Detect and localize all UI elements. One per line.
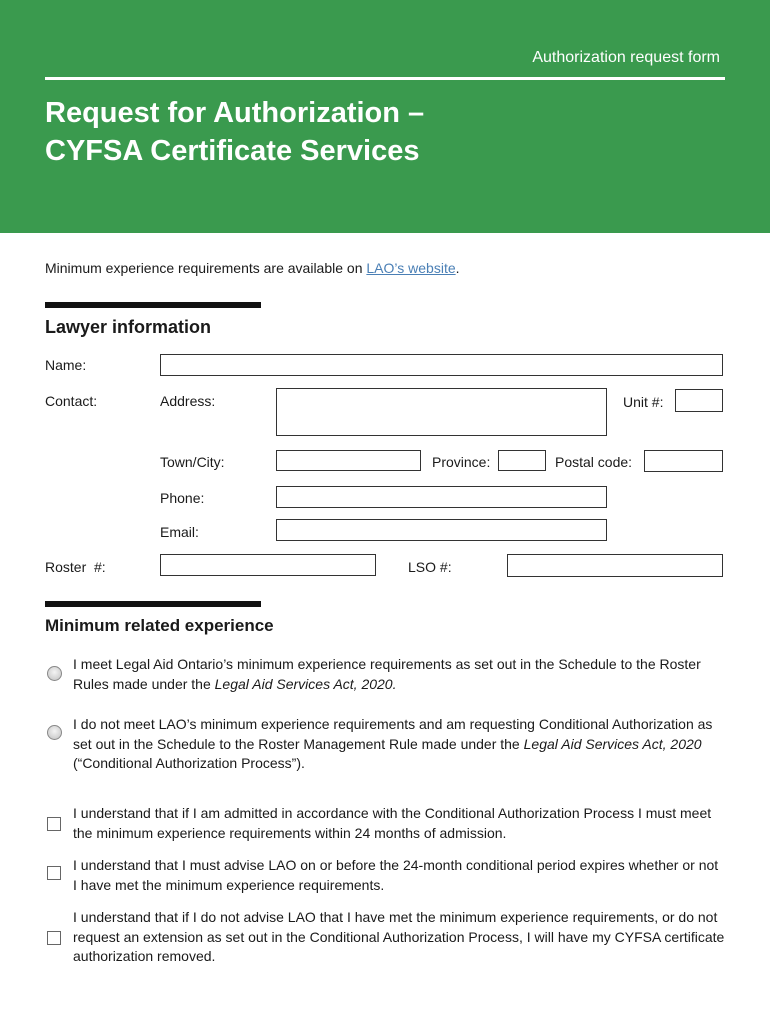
acknowledgement-text: I understand that I must advise LAO on or before the 24-month conditional period expires whether or not I have met the minimum experience requirements. [73, 857, 719, 893]
option-text-main: I do not meet LAO’s minimum experience requirements and am requesting Conditional Authorization as set out in the Schedule to the Roster Management Rule made under the [73, 716, 713, 752]
section-divider-lawyer [45, 302, 261, 308]
town-label: Town/City: [160, 454, 225, 470]
acknowledgement-item-1[interactable] [45, 804, 725, 844]
acknowledgement-item-3[interactable] [45, 908, 725, 968]
contact-label: Contact: [45, 393, 98, 409]
checkbox-acknowledgement-1[interactable] [47, 817, 61, 831]
radio-conditional-authorization[interactable] [47, 725, 62, 740]
address-label: Address: [160, 393, 216, 409]
email-input[interactable] [276, 519, 607, 541]
option-text-main: I meet Legal Aid Ontario’s minimum experience requirements as set out in the Schedule to the Roster Rules made under the [73, 656, 701, 692]
name-label: Name: [45, 357, 87, 373]
form-type-label: Authorization request form [532, 49, 720, 66]
page-title [45, 94, 424, 170]
section-title-lawyer: Lawyer information [45, 317, 212, 337]
header-divider [45, 77, 725, 80]
header-banner [0, 0, 770, 233]
lso-input[interactable] [507, 554, 723, 577]
unit-input[interactable] [675, 389, 723, 412]
experience-option-conditional[interactable] [45, 715, 725, 775]
page-title-line-1: Request for Authorization – [45, 97, 425, 129]
option-text [73, 655, 725, 694]
phone-input[interactable] [276, 486, 607, 508]
address-input[interactable] [276, 388, 607, 436]
option-text-italic: Legal Aid Services Act, 2020 [523, 735, 702, 752]
lso-label: LSO #: [408, 559, 452, 575]
intro-text [45, 260, 460, 276]
acknowledgement-text: I understand that if I do not advise LAO that I have met the minimum experience requirements, or do not request an extension as set out in the Conditional Authorization Process, I will have my CYFSA certificate authorization removed. [73, 909, 725, 964]
acknowledgement-item-2[interactable] [45, 856, 725, 896]
acknowledgement-text: I understand that if I am admitted in accordance with the Conditional Authorization Process I must meet the minimum experience requirements within 24 months of admission. [73, 805, 712, 841]
unit-label: Unit #: [623, 394, 664, 410]
roster-input[interactable] [160, 554, 376, 576]
checkbox-acknowledgement-3[interactable] [47, 931, 61, 945]
lao-website-link[interactable]: LAO’s website [366, 260, 456, 276]
phone-label: Phone: [160, 490, 205, 506]
option-text-after: (“Conditional Authorization Process”). [73, 755, 305, 771]
option-text [73, 715, 725, 774]
section-title-experience: Minimum related experience [45, 616, 274, 635]
town-input[interactable] [276, 450, 421, 471]
name-input[interactable] [160, 354, 723, 376]
intro-text-after: . [455, 260, 460, 276]
province-input[interactable] [498, 450, 546, 471]
section-divider-experience [45, 601, 261, 607]
postal-code-input[interactable] [644, 450, 723, 472]
email-label: Email: [160, 524, 199, 540]
experience-option-meets[interactable] [45, 655, 725, 695]
page-title-line-2: CYFSA Certificate Services [45, 135, 420, 167]
roster-label: Roster #: [45, 559, 106, 575]
province-label: Province: [432, 454, 491, 470]
postal-code-label: Postal code: [555, 454, 633, 470]
checkbox-acknowledgement-2[interactable] [47, 866, 61, 880]
option-text-italic: Legal Aid Services Act, 2020. [214, 675, 397, 692]
radio-meets-requirements[interactable] [47, 666, 62, 681]
intro-text-before: Minimum experience requirements are available on [45, 260, 367, 276]
